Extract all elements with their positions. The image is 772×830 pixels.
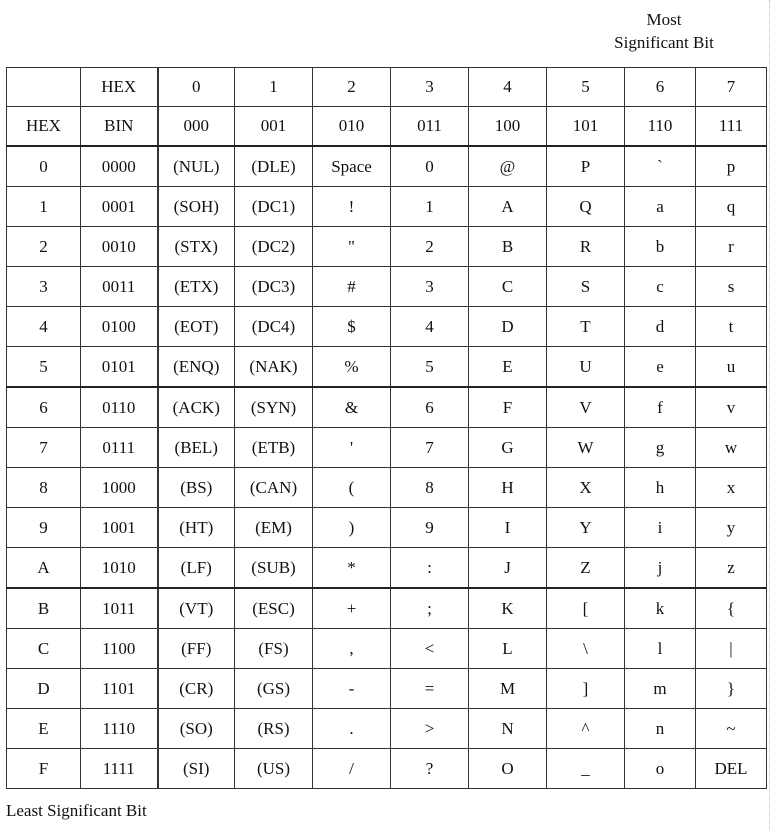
char-cell: C: [469, 267, 547, 307]
char-cell: }: [696, 669, 767, 709]
row-bin-cell: 0001: [81, 187, 158, 227]
char-cell: (VT): [158, 588, 235, 629]
row-hex-cell: 9: [7, 508, 81, 548]
char-cell: e: [625, 347, 696, 388]
row-bin-cell: 1101: [81, 669, 158, 709]
char-cell: X: [547, 468, 625, 508]
char-cell: ): [313, 508, 391, 548]
char-cell: s: [696, 267, 767, 307]
row-hex-cell: 1: [7, 187, 81, 227]
char-cell: (HT): [158, 508, 235, 548]
table-row: [7, 669, 767, 709]
row-hex-cell: D: [7, 669, 81, 709]
char-cell: G: [469, 428, 547, 468]
char-cell: (BS): [158, 468, 235, 508]
header-cell: HEX: [81, 68, 158, 107]
table-row: [7, 428, 767, 468]
char-cell: (DC1): [235, 187, 313, 227]
header-cell: 000: [158, 107, 235, 147]
msb-label-line2: Significant Bit: [614, 33, 714, 52]
header-cell: 1: [235, 68, 313, 107]
row-bin-cell: 1011: [81, 588, 158, 629]
header-cell: 5: [547, 68, 625, 107]
char-cell: L: [469, 629, 547, 669]
row-hex-cell: A: [7, 548, 81, 589]
table-row: [7, 548, 767, 589]
char-cell: :: [391, 548, 469, 589]
char-cell: DEL: [696, 749, 767, 789]
header-cell: 2: [313, 68, 391, 107]
msb-label-line1: Most: [646, 10, 682, 29]
char-cell: (NAK): [235, 347, 313, 388]
row-bin-cell: 1100: [81, 629, 158, 669]
char-cell: (DC2): [235, 227, 313, 267]
char-cell: {: [696, 588, 767, 629]
char-cell: (NUL): [158, 146, 235, 187]
char-cell: 5: [391, 347, 469, 388]
char-cell: (GS): [235, 669, 313, 709]
char-cell: 2: [391, 227, 469, 267]
char-cell: (ESC): [235, 588, 313, 629]
char-cell: t: [696, 307, 767, 347]
header-row-bin: [7, 107, 767, 147]
char-cell: ?: [391, 749, 469, 789]
table-row: [7, 508, 767, 548]
header-cell: 111: [696, 107, 767, 147]
char-cell: o: [625, 749, 696, 789]
char-cell: i: [625, 508, 696, 548]
header-row-msb-hex: [7, 68, 767, 107]
header-cell: HEX: [7, 107, 81, 147]
char-cell: k: [625, 588, 696, 629]
row-bin-cell: 0010: [81, 227, 158, 267]
char-cell: ]: [547, 669, 625, 709]
char-cell: K: [469, 588, 547, 629]
char-cell: c: [625, 267, 696, 307]
row-hex-cell: 3: [7, 267, 81, 307]
char-cell: 3: [391, 267, 469, 307]
row-hex-cell: 7: [7, 428, 81, 468]
char-cell: n: [625, 709, 696, 749]
char-cell: `: [625, 146, 696, 187]
header-cell: 100: [469, 107, 547, 147]
most-significant-bit-label: [594, 8, 734, 54]
table-row: [7, 146, 767, 187]
char-cell: T: [547, 307, 625, 347]
char-cell: (BEL): [158, 428, 235, 468]
char-cell: |: [696, 629, 767, 669]
char-cell: z: [696, 548, 767, 589]
char-cell: +: [313, 588, 391, 629]
char-cell: V: [547, 387, 625, 428]
char-cell: d: [625, 307, 696, 347]
char-cell: r: [696, 227, 767, 267]
row-bin-cell: 1001: [81, 508, 158, 548]
char-cell: (DC4): [235, 307, 313, 347]
char-cell: y: [696, 508, 767, 548]
char-cell: (ENQ): [158, 347, 235, 388]
header-cell: 011: [391, 107, 469, 147]
char-cell: h: [625, 468, 696, 508]
row-hex-cell: C: [7, 629, 81, 669]
row-hex-cell: 4: [7, 307, 81, 347]
char-cell: (STX): [158, 227, 235, 267]
header-cell: 110: [625, 107, 696, 147]
char-cell: >: [391, 709, 469, 749]
header-cell: 0: [158, 68, 235, 107]
table-row: [7, 307, 767, 347]
char-cell: (SOH): [158, 187, 235, 227]
char-cell: (LF): [158, 548, 235, 589]
char-cell: l: [625, 629, 696, 669]
header-cell: 010: [313, 107, 391, 147]
row-bin-cell: 0110: [81, 387, 158, 428]
char-cell: -: [313, 669, 391, 709]
char-cell: W: [547, 428, 625, 468]
char-cell: (DC3): [235, 267, 313, 307]
char-cell: g: [625, 428, 696, 468]
row-bin-cell: 1110: [81, 709, 158, 749]
row-bin-cell: 1000: [81, 468, 158, 508]
char-cell: (ACK): [158, 387, 235, 428]
char-cell: _: [547, 749, 625, 789]
table-row: [7, 267, 767, 307]
char-cell: (US): [235, 749, 313, 789]
row-hex-cell: 0: [7, 146, 81, 187]
char-cell: q: [696, 187, 767, 227]
char-cell: m: [625, 669, 696, 709]
header-cell: BIN: [81, 107, 158, 147]
char-cell: D: [469, 307, 547, 347]
char-cell: *: [313, 548, 391, 589]
char-cell: ;: [391, 588, 469, 629]
char-cell: 8: [391, 468, 469, 508]
char-cell: ': [313, 428, 391, 468]
char-cell: f: [625, 387, 696, 428]
row-bin-cell: 0011: [81, 267, 158, 307]
char-cell: M: [469, 669, 547, 709]
char-cell: Z: [547, 548, 625, 589]
table-row: [7, 347, 767, 388]
row-bin-cell: 0100: [81, 307, 158, 347]
header-cell: 3: [391, 68, 469, 107]
char-cell: Q: [547, 187, 625, 227]
char-cell: (ETX): [158, 267, 235, 307]
char-cell: (FS): [235, 629, 313, 669]
char-cell: (RS): [235, 709, 313, 749]
table-row: [7, 387, 767, 428]
row-hex-cell: E: [7, 709, 81, 749]
char-cell: (SUB): [235, 548, 313, 589]
table-row: [7, 709, 767, 749]
char-cell: %: [313, 347, 391, 388]
table-row: [7, 749, 767, 789]
char-cell: ^: [547, 709, 625, 749]
header-corner-blank: [7, 68, 81, 107]
char-cell: (SYN): [235, 387, 313, 428]
page-right-edge: [769, 0, 770, 830]
ascii-table-body: [7, 68, 767, 789]
char-cell: b: [625, 227, 696, 267]
char-cell: a: [625, 187, 696, 227]
row-hex-cell: 5: [7, 347, 81, 388]
char-cell: <: [391, 629, 469, 669]
row-bin-cell: 0111: [81, 428, 158, 468]
char-cell: (FF): [158, 629, 235, 669]
char-cell: A: [469, 187, 547, 227]
char-cell: I: [469, 508, 547, 548]
char-cell: w: [696, 428, 767, 468]
header-cell: 6: [625, 68, 696, 107]
char-cell: ,: [313, 629, 391, 669]
char-cell: R: [547, 227, 625, 267]
row-bin-cell: 1010: [81, 548, 158, 589]
char-cell: 0: [391, 146, 469, 187]
char-cell: \: [547, 629, 625, 669]
char-cell: (CR): [158, 669, 235, 709]
char-cell: ": [313, 227, 391, 267]
char-cell: p: [696, 146, 767, 187]
char-cell: J: [469, 548, 547, 589]
row-bin-cell: 1111: [81, 749, 158, 789]
char-cell: 4: [391, 307, 469, 347]
header-cell: 101: [547, 107, 625, 147]
table-row: [7, 468, 767, 508]
char-cell: (EOT): [158, 307, 235, 347]
char-cell: j: [625, 548, 696, 589]
char-cell: 9: [391, 508, 469, 548]
char-cell: (: [313, 468, 391, 508]
table-row: [7, 187, 767, 227]
char-cell: B: [469, 227, 547, 267]
char-cell: H: [469, 468, 547, 508]
char-cell: (EM): [235, 508, 313, 548]
ascii-table: [6, 67, 767, 789]
char-cell: (SO): [158, 709, 235, 749]
table-row: [7, 629, 767, 669]
char-cell: [: [547, 588, 625, 629]
char-cell: E: [469, 347, 547, 388]
least-significant-bit-label: Least Significant Bit: [6, 801, 147, 820]
char-cell: (DLE): [235, 146, 313, 187]
char-cell: (CAN): [235, 468, 313, 508]
char-cell: Y: [547, 508, 625, 548]
char-cell: /: [313, 749, 391, 789]
char-cell: x: [696, 468, 767, 508]
row-hex-cell: B: [7, 588, 81, 629]
char-cell: =: [391, 669, 469, 709]
char-cell: #: [313, 267, 391, 307]
header-cell: 7: [696, 68, 767, 107]
table-row: [7, 227, 767, 267]
row-hex-cell: F: [7, 749, 81, 789]
char-cell: (SI): [158, 749, 235, 789]
char-cell: .: [313, 709, 391, 749]
row-hex-cell: 8: [7, 468, 81, 508]
char-cell: (ETB): [235, 428, 313, 468]
char-cell: O: [469, 749, 547, 789]
row-hex-cell: 2: [7, 227, 81, 267]
char-cell: 1: [391, 187, 469, 227]
char-cell: @: [469, 146, 547, 187]
char-cell: ~: [696, 709, 767, 749]
char-cell: $: [313, 307, 391, 347]
char-cell: P: [547, 146, 625, 187]
char-cell: Space: [313, 146, 391, 187]
char-cell: U: [547, 347, 625, 388]
char-cell: v: [696, 387, 767, 428]
char-cell: 6: [391, 387, 469, 428]
row-bin-cell: 0101: [81, 347, 158, 388]
char-cell: F: [469, 387, 547, 428]
header-cell: 001: [235, 107, 313, 147]
row-bin-cell: 0000: [81, 146, 158, 187]
char-cell: 7: [391, 428, 469, 468]
table-row: [7, 588, 767, 629]
char-cell: S: [547, 267, 625, 307]
row-hex-cell: 6: [7, 387, 81, 428]
char-cell: N: [469, 709, 547, 749]
header-cell: 4: [469, 68, 547, 107]
char-cell: !: [313, 187, 391, 227]
char-cell: u: [696, 347, 767, 388]
char-cell: &: [313, 387, 391, 428]
